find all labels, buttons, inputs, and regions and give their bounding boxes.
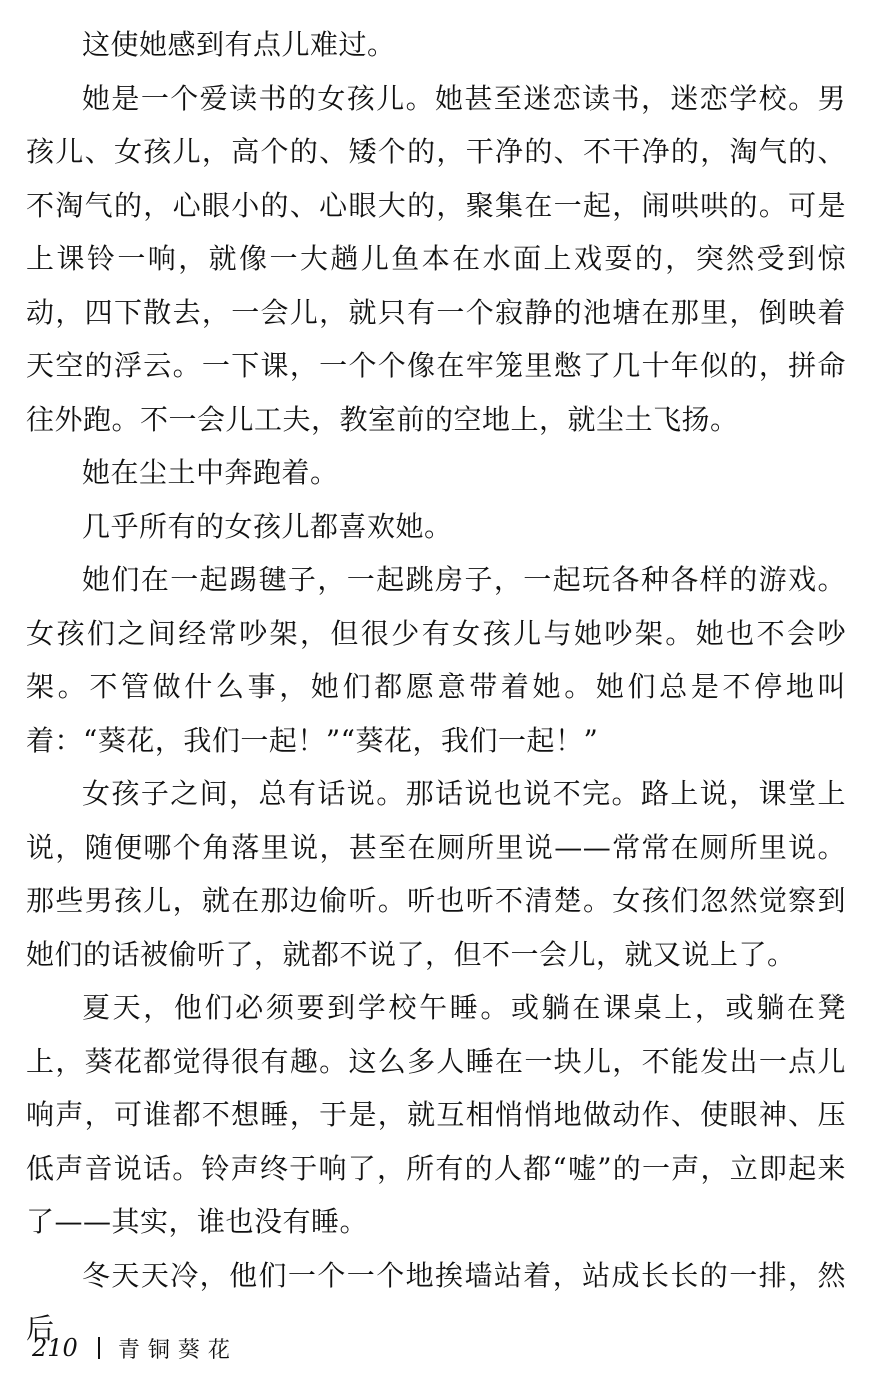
paragraph-6: 女孩子之间，总有话说。那话说也说不完。路上说，课堂上说，随便哪个角落里说，甚至在厕所里说——常常在厕所里说。那些男孩儿，就在那边偷听。听也听不清楚。女孩们忽然觉察到她们的话被偷听了，就都不说了，但不一会儿，就又说上了。 bbox=[26, 777, 846, 971]
paragraph-5: 她们在一起踢毽子，一起跳房子，一起玩各种各样的游戏。女孩们之间经常吵架，但很少有女孩儿与她吵架。她也不会吵架。不管做什么事，她们都愿意带着她。她们总是不停地叫着：“葵花，我们一起！”“葵花，我们一起！” bbox=[26, 563, 846, 757]
footer-divider bbox=[98, 1337, 100, 1359]
paragraph-7: 夏天，他们必须要到学校午睡。或躺在课桌上，或躺在凳上，葵花都觉得很有趣。这么多人睡在一块儿，不能发出一点儿响声，可谁都不想睡，于是，就互相悄悄地做动作、使眼神、压低声音说话。铃声终于响了，所有的人都“嘘”的一声，立即起来了——其实，谁也没有睡。 bbox=[26, 991, 846, 1238]
page-number: 210 bbox=[32, 1334, 78, 1362]
paragraph-8: 冬天天冷，他们一个一个地挨墙站着，站成长长的一排，然后 bbox=[26, 1258, 846, 1345]
paragraph-2: 她是一个爱读书的女孩儿。她甚至迷恋读书，迷恋学校。男孩儿、女孩儿，高个的、矮个的，干净的、不干净的，淘气的、不淘气的，心眼小的、心眼大的，聚集在一起，闹哄哄的。可是上课铃一响，就像一大趟儿鱼本在水面上戏耍的，突然受到惊动，四下散去，一会儿，就只有一个寂静的池塘在那里，倒映着天空的浮云。一下课，一个个像在牢笼里憋了几十年似的，拼命往外跑。不一会儿工夫，教室前的空地上，就尘土飞扬。 bbox=[26, 81, 846, 436]
page-body bbox=[26, 18, 846, 1356]
paragraph-4: 几乎所有的女孩儿都喜欢她。 bbox=[82, 509, 453, 543]
book-title: 青铜葵花 bbox=[117, 1337, 238, 1363]
paragraph-3: 她在尘土中奔跑着。 bbox=[82, 456, 339, 489]
paragraph-1: 这使她感到有点儿难过。 bbox=[82, 28, 396, 61]
page-footer bbox=[32, 1328, 238, 1368]
